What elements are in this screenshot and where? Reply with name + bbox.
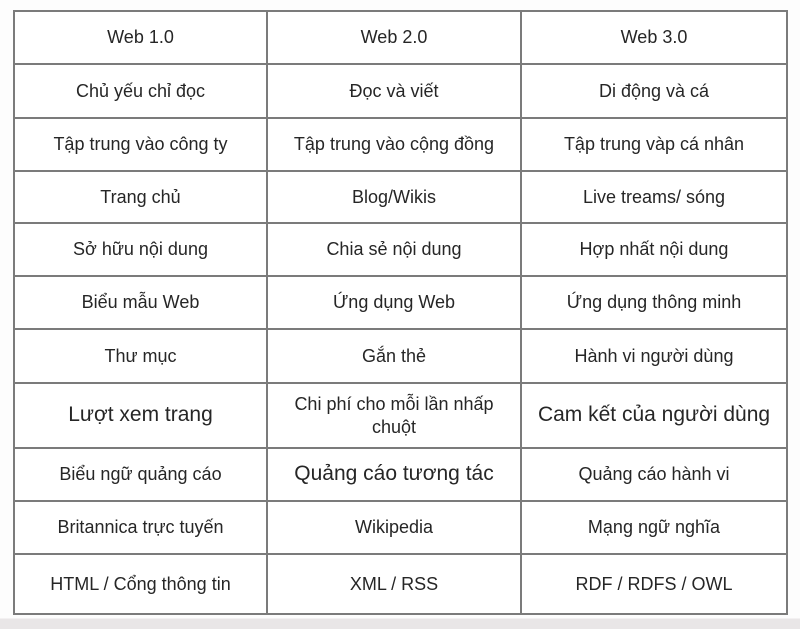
header-cell-web1: Web 1.0 <box>14 11 267 64</box>
table-cell: Live treams/ sóng <box>521 171 787 223</box>
table-cell: HTML / Cổng thông tin <box>14 554 267 614</box>
table-row <box>14 223 787 276</box>
table-cell: XML / RSS <box>267 554 521 614</box>
table-cell: Quảng cáo tương tác <box>267 448 521 501</box>
table-cell: Sở hữu nội dung <box>14 223 267 276</box>
table-cell: Ứng dụng thông minh <box>521 276 787 329</box>
table-row <box>14 554 787 614</box>
table-cell: Mạng ngữ nghĩa <box>521 501 787 554</box>
table-cell: Thư mục <box>14 329 267 383</box>
header-cell-web2: Web 2.0 <box>267 11 521 64</box>
web-comparison-table <box>13 10 788 615</box>
table-cell: Tập trung vàp cá nhân <box>521 118 787 171</box>
table-cell: Ứng dụng Web <box>267 276 521 329</box>
table-row <box>14 64 787 118</box>
table-cell: Quảng cáo hành vi <box>521 448 787 501</box>
table-cell: Lượt xem trang <box>14 383 267 448</box>
table-cell: Tập trung vào công ty <box>14 118 267 171</box>
table-row <box>14 501 787 554</box>
table-row <box>14 118 787 171</box>
table-row <box>14 171 787 223</box>
table-row <box>14 276 787 329</box>
table-cell: Hợp nhất nội dung <box>521 223 787 276</box>
table-cell: Gắn thẻ <box>267 329 521 383</box>
table-header-row <box>14 11 787 64</box>
table-cell: Trang chủ <box>14 171 267 223</box>
table-cell: Blog/Wikis <box>267 171 521 223</box>
table-cell: Tập trung vào cộng đồng <box>267 118 521 171</box>
table-row <box>14 329 787 383</box>
table-cell: Biểu mẫu Web <box>14 276 267 329</box>
table-cell: Đọc và viết <box>267 64 521 118</box>
table-cell: Wikipedia <box>267 501 521 554</box>
table-cell: Chi phí cho mỗi lần nhấp chuột <box>267 383 521 448</box>
table-cell: Britannica trực tuyến <box>14 501 267 554</box>
table-cell: Hành vi người dùng <box>521 329 787 383</box>
table-cell: Chủ yếu chỉ đọc <box>14 64 267 118</box>
table-cell: Chia sẻ nội dung <box>267 223 521 276</box>
table-cell: Cam kết của người dùng <box>521 383 787 448</box>
table-row <box>14 383 787 448</box>
header-cell-web3: Web 3.0 <box>521 11 787 64</box>
table-cell: Biểu ngữ quảng cáo <box>14 448 267 501</box>
table-row <box>14 448 787 501</box>
table-cell: Di động và cá <box>521 64 787 118</box>
bottom-gray-bar <box>0 618 800 629</box>
table-cell: RDF / RDFS / OWL <box>521 554 787 614</box>
